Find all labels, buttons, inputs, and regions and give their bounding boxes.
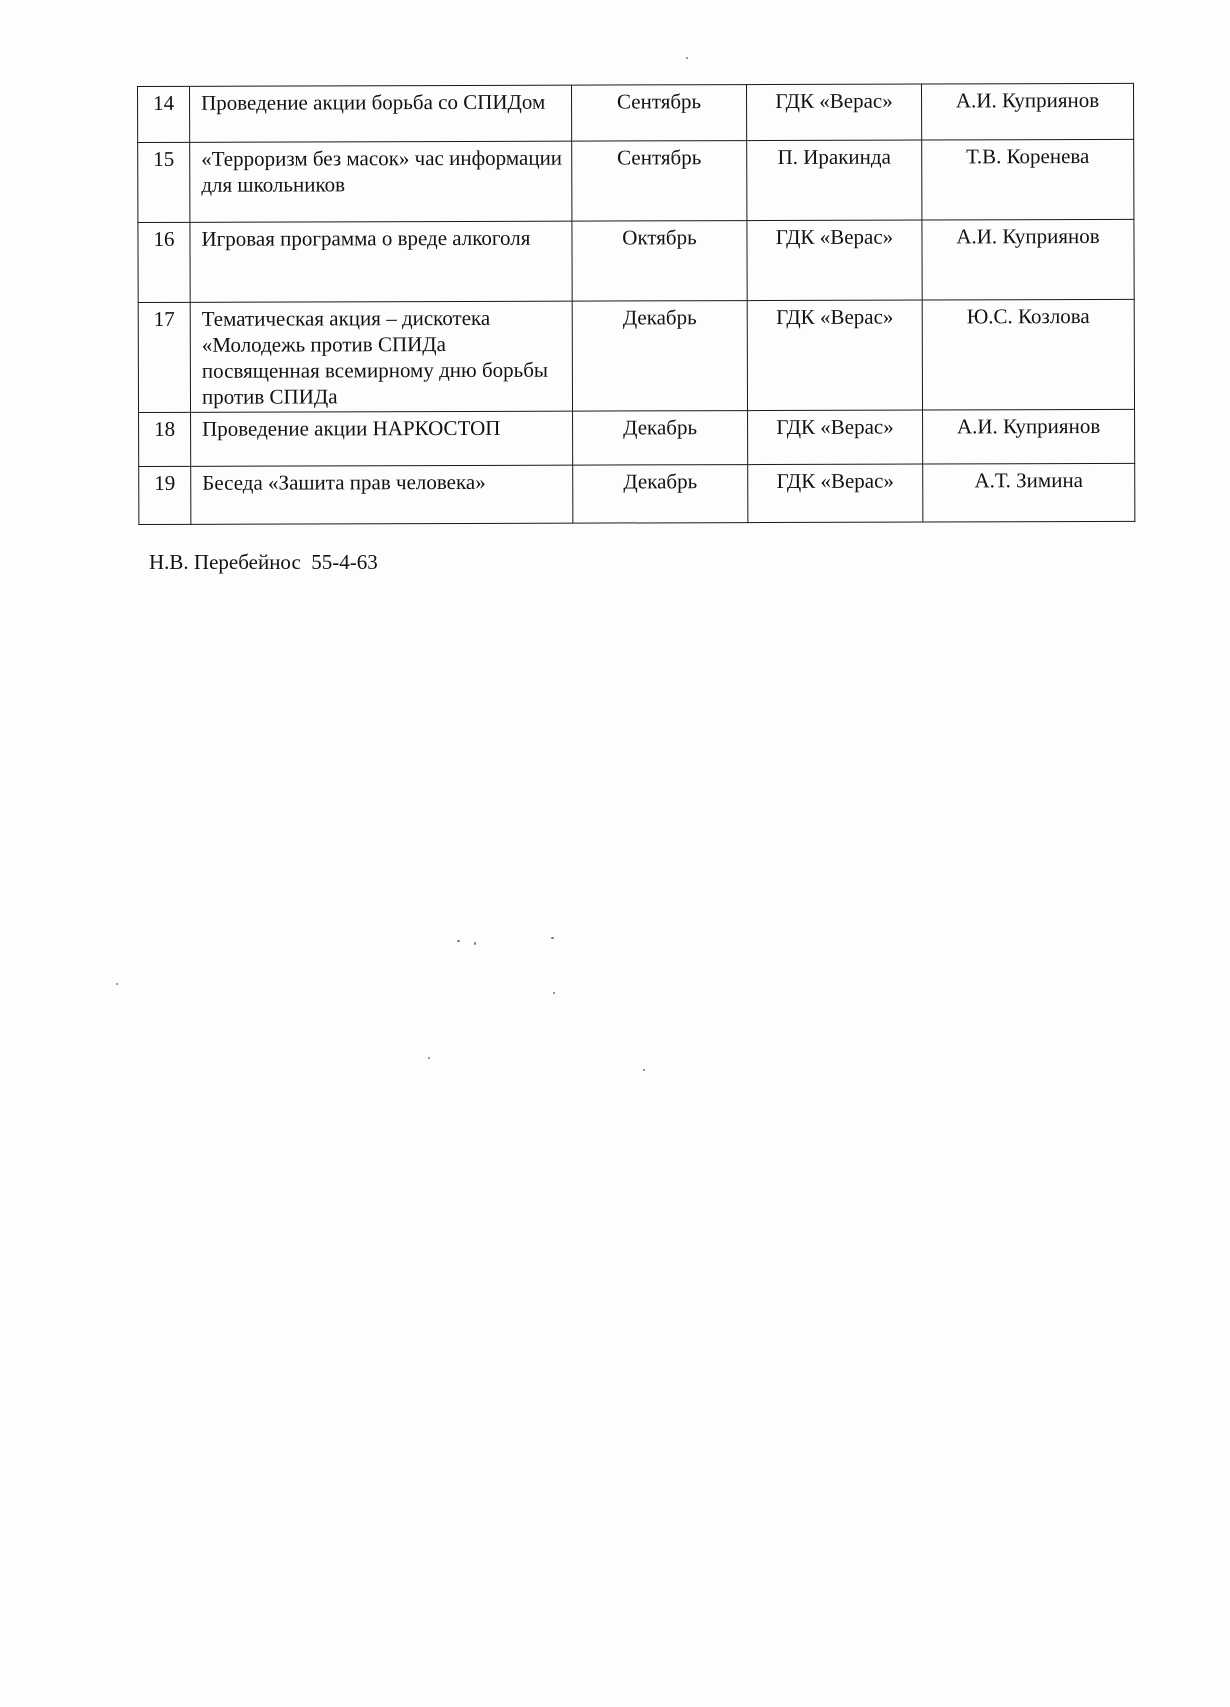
event-place: ГДК «Верас»	[748, 410, 923, 465]
event-place: ГДК «Верас»	[746, 84, 921, 141]
scan-speck	[428, 1057, 430, 1059]
scan-speck	[686, 57, 688, 59]
event-title: Беседа «Зашита прав человека»	[191, 465, 573, 524]
row-number: 18	[139, 412, 191, 466]
scan-speck	[643, 1069, 645, 1071]
scan-speck	[474, 942, 476, 945]
row-number: 17	[138, 302, 190, 412]
scan-speck	[551, 937, 554, 939]
event-responsible: Ю.С. Козлова	[922, 299, 1134, 410]
event-date: Сентябрь	[571, 85, 746, 142]
scan-speck	[116, 983, 118, 985]
event-place: ГДК «Верас»	[748, 464, 923, 523]
table-row	[138, 139, 1134, 222]
event-title: Игровая программа о вреде алкоголя	[190, 221, 572, 302]
table-row	[139, 463, 1135, 524]
event-title: Проведение акции НАРКОСТОП	[191, 411, 573, 466]
event-title: Проведение акции борьба со СПИДом	[190, 85, 572, 142]
event-responsible: А.Т. Зимина	[923, 463, 1135, 522]
scan-speck	[457, 940, 460, 942]
event-place: ГДК «Верас»	[747, 220, 922, 301]
event-title: Тематическая акция – дискотека «Молодежь против СПИДа посвященная всемирному дню борьбы против СПИДа	[190, 301, 572, 412]
event-responsible: Т.В. Коренева	[922, 139, 1134, 220]
scan-speck	[553, 992, 555, 994]
table-row	[138, 83, 1134, 142]
table-row	[139, 409, 1135, 466]
event-title: «Терроризм без масок» час информации для школьников	[190, 141, 572, 222]
event-responsible: А.И. Куприянов	[923, 409, 1135, 464]
event-date: Сентябрь	[572, 141, 747, 222]
event-place: П. Иракинда	[747, 140, 922, 221]
event-date: Октябрь	[572, 221, 747, 302]
event-responsible: А.И. Куприянов	[922, 219, 1134, 300]
event-date: Декабрь	[573, 411, 748, 466]
table-row	[138, 299, 1134, 412]
author-signature-line: Н.В. Перебейнос 55-4-63	[149, 550, 378, 574]
event-date: Декабрь	[573, 465, 748, 524]
table-row	[138, 219, 1134, 302]
events-table	[137, 83, 1135, 525]
event-responsible: А.И. Куприянов	[921, 83, 1133, 140]
row-number: 14	[138, 86, 190, 142]
event-place: ГДК «Верас»	[747, 300, 922, 411]
row-number: 19	[139, 466, 191, 524]
row-number: 16	[138, 222, 190, 302]
event-date: Декабрь	[572, 301, 747, 412]
row-number: 15	[138, 142, 190, 222]
